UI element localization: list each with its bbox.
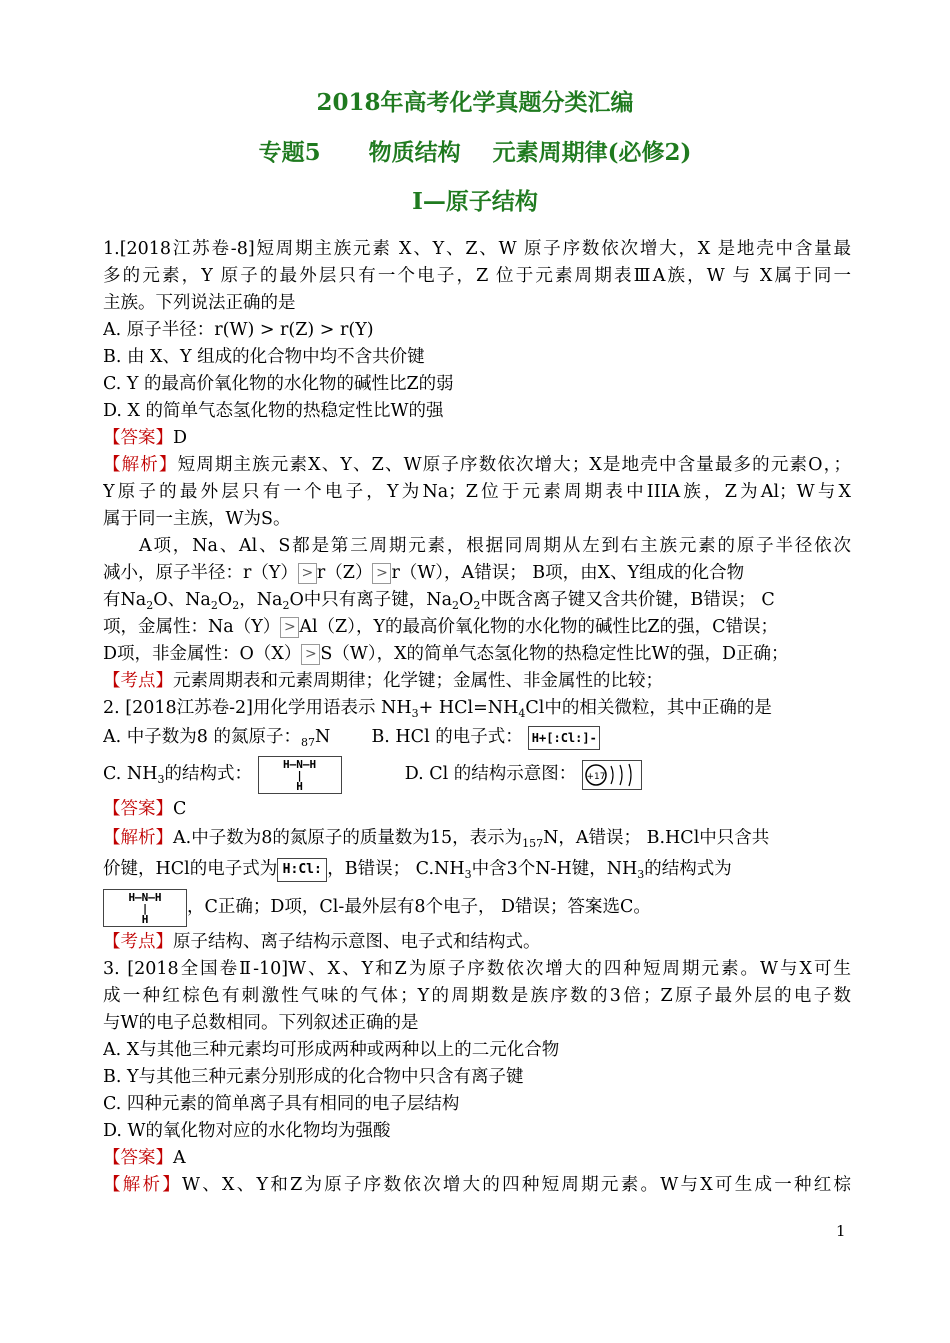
gt-symbol-image: > <box>372 563 391 584</box>
q1-analysis-line-3: 属于同一主族，W为S。 <box>103 509 291 529</box>
t: Cl中的相关微粒，其中正确的是 <box>525 698 772 718</box>
t: O中只有离子键，Na <box>289 590 453 610</box>
t: ，B错误； C.NH <box>327 859 465 879</box>
t: S（W），X的简单气态氢化物的热稳定性比W的强，D正确； <box>320 644 789 664</box>
q3-answer-value: A <box>173 1148 186 1168</box>
t: N <box>314 727 331 747</box>
q3-stem-line-3: 与W的电子总数相同。下列叙述正确的是 <box>103 1013 419 1033</box>
q1-option-a: A. 原子半径：r(W) > r(Z) > r(Y) <box>103 320 374 340</box>
subscript: 2 <box>282 599 290 612</box>
t: 2. [2018江苏卷-2]用化学用语表示 NH <box>103 698 412 718</box>
gt-symbol-image: > <box>280 617 299 638</box>
q2-point-text: 原子结构、离子结构示意图、电子式和结构式。 <box>173 932 541 952</box>
q1-analysis-line-2: Y原子的最外层只有一个电子，Y为Na；Z位于元素周期表中IIIA族，Z为Al；W与X <box>103 482 851 502</box>
subscript: 7 <box>536 837 544 850</box>
t: 的结构式： <box>164 764 252 784</box>
t: O <box>217 590 233 610</box>
nh3-structure-image <box>103 889 187 927</box>
t: H—N—H <box>128 890 162 904</box>
q1-analysis-line-5 <box>103 560 851 587</box>
q2-stem <box>103 695 851 722</box>
q1-an5c: r（W），A错误； B项，由X、Y组成的化合物 <box>391 563 745 583</box>
q1-analysis-line-6 <box>103 587 851 614</box>
q3-answer <box>103 1145 851 1172</box>
q2-options-ab <box>103 722 851 752</box>
t: 的结构式为 <box>644 859 732 879</box>
t: 价键，HCl的电子式为 <box>103 859 278 879</box>
q3-stem-line-1: 3. [2018全国卷Ⅱ-10]W、X、Y和Z为原子序数依次增大的四种短周期元素。W与X可生 <box>103 959 851 979</box>
subscript: 3 <box>157 773 165 786</box>
cl-atom-diagram-image <box>582 760 642 790</box>
q2-option-b: B. HCl 的电子式： <box>371 727 523 747</box>
document-body <box>103 236 851 1199</box>
answer-tag: 【答案】 <box>103 1148 173 1168</box>
q2-options-cd <box>103 752 851 796</box>
document-title: 2018年高考化学真题分类汇编 <box>316 89 634 116</box>
answer-tag: 【答案】 <box>103 428 173 448</box>
q1-point <box>103 668 851 695</box>
topic-title: 专题5 物质结构 元素周期律(必修2) <box>258 139 692 166</box>
subscript: 2 <box>473 599 481 612</box>
q3-option-a: A. X与其他三种元素均可形成两种或两种以上的二元化合物 <box>103 1040 560 1060</box>
t: ，Na <box>239 590 283 610</box>
q3-option-c: C. 四种元素的简单离子具有相同的电子层结构 <box>103 1094 460 1114</box>
cl-diagram-svg <box>583 761 641 789</box>
t: | <box>296 768 303 782</box>
t: H <box>141 912 149 926</box>
point-tag: 【考点】 <box>103 671 173 691</box>
nh3-structure-image <box>258 756 342 794</box>
subscript: 2 <box>232 599 240 612</box>
answer-tag: 【答案】 <box>103 799 173 819</box>
subscript: 15 <box>522 837 537 850</box>
q3-option-b: B. Y与其他三种元素分别形成的化合物中只含有离子键 <box>103 1067 524 1087</box>
q1-answer <box>103 425 851 452</box>
t: 中既含离子键又含共价键，B错误； C <box>480 590 775 610</box>
hcl-electron-formula-image: H+[:Cl:]- <box>528 726 600 750</box>
subscript: 2 <box>210 599 218 612</box>
t: Al（Z），Y的最高价氧化物的水化物的碱性比Z的强，C错误； <box>299 617 779 637</box>
q2-option-a: A. 中子数为8 的氮原子： <box>103 727 301 747</box>
subscript: 8 <box>300 736 308 749</box>
q2-analysis-line-1 <box>103 823 851 853</box>
t: N，A错误； B.HCl中只含共 <box>543 828 770 848</box>
q2-option-d: D. Cl 的结构示意图： <box>404 764 577 784</box>
q3-stem-line-2: 成一种红棕色有刺激性气味的气体；Y的周期数是族序数的3倍；Z原子最外层的电子数 <box>103 986 851 1006</box>
subscript: 3 <box>464 868 472 881</box>
subscript: 7 <box>307 736 315 749</box>
analysis-tag: 【解析】 <box>103 1175 183 1195</box>
t: A.中子数为8的氮原子的质量数为15，表示为 <box>173 828 523 848</box>
q1-option-d: D. X 的简单气态氢化物的热稳定性比W的强 <box>103 401 444 421</box>
page-number: 1 <box>836 1222 846 1240</box>
q1-answer-value: D <box>173 428 188 448</box>
q1-stem-line-3: 主族。下列说法正确的是 <box>103 293 296 313</box>
subscript: 4 <box>518 707 526 720</box>
t: H <box>296 779 303 793</box>
subscript: 2 <box>452 599 460 612</box>
t: + HCl=NH <box>418 698 519 718</box>
q2-answer-value: C <box>173 799 187 819</box>
q2-answer <box>103 796 851 823</box>
svg-text:+17: +17 <box>586 771 606 782</box>
q2-analysis-line-3 <box>103 885 851 929</box>
t: W、X、Y和Z为原子序数依次增大的四种短周期元素。W与X可生成一种红棕 <box>182 1175 851 1195</box>
t: 项，金属性：Na（Y） <box>103 617 281 637</box>
q2-analysis-line-2 <box>103 853 851 885</box>
q1-analysis-line-8 <box>103 641 851 668</box>
q2-point <box>103 929 851 956</box>
t: O、Na <box>153 590 211 610</box>
q1-an5b: r（Z） <box>316 563 373 583</box>
q1-option-c: C. Y 的最高价氧化物的水化物的碱性比Z的弱 <box>103 374 454 394</box>
t: D项，非金属性：O（X） <box>103 644 302 664</box>
t: H—N—H <box>282 757 317 771</box>
q1-analysis-line-4: A项，Na、Al、S都是第三周期元素，根据同周期从左到右主族元素的原子半径依次 <box>139 536 851 556</box>
q1-an5a: 减小，原子半径：r（Y） <box>103 563 298 583</box>
q3-analysis-line-1 <box>103 1172 851 1199</box>
t: 有Na <box>103 590 147 610</box>
section-title: Ⅰ—原子结构 <box>412 188 538 215</box>
subscript: 3 <box>411 707 419 720</box>
q1-option-b: B. 由 X、Y 组成的化合物中均不含共价键 <box>103 347 425 367</box>
hcl-electron-formula-image: H:Cl: <box>277 858 327 882</box>
analysis-tag: 【解析】 <box>103 455 178 475</box>
subscript: 3 <box>637 868 645 881</box>
t: 中含3个N-H键，NH <box>471 859 638 879</box>
gt-symbol-image: > <box>298 563 317 584</box>
q1-stem-line-2: 多的元素，Y 原子的最外层只有一个电子，Z 位于元素周期表ⅢA族，W 与 X属于同一 <box>103 266 851 286</box>
t: | <box>141 901 149 915</box>
t: O <box>459 590 474 610</box>
analysis-tag: 【解析】 <box>103 828 173 848</box>
q1-stem-line-1: 1.[2018江苏卷-8]短周期主族元素 X、Y、Z、W 原子序数依次增大，X 是地壳中含量最 <box>103 239 851 259</box>
q3-option-d: D. W的氧化物对应的水化物均为强酸 <box>103 1121 391 1141</box>
subscript: 2 <box>146 599 154 612</box>
q2-option-c: C. NH <box>103 764 158 784</box>
q1-analysis-line-1 <box>103 452 851 479</box>
point-tag: 【考点】 <box>103 932 173 952</box>
q1-point-text: 元素周期表和元素周期律；化学键；金属性、非金属性的比较； <box>173 671 663 691</box>
q1-analysis-text-1: 短周期主族元素X、Y、Z、W原子序数依次增大；X是地壳中含量最多的元素O，； <box>177 455 851 475</box>
q1-analysis-line-7 <box>103 614 851 641</box>
gt-symbol-image: > <box>301 644 320 665</box>
t: ，C正确；D项，Cl-最外层有8个电子， D错误；答案选C。 <box>187 897 651 917</box>
